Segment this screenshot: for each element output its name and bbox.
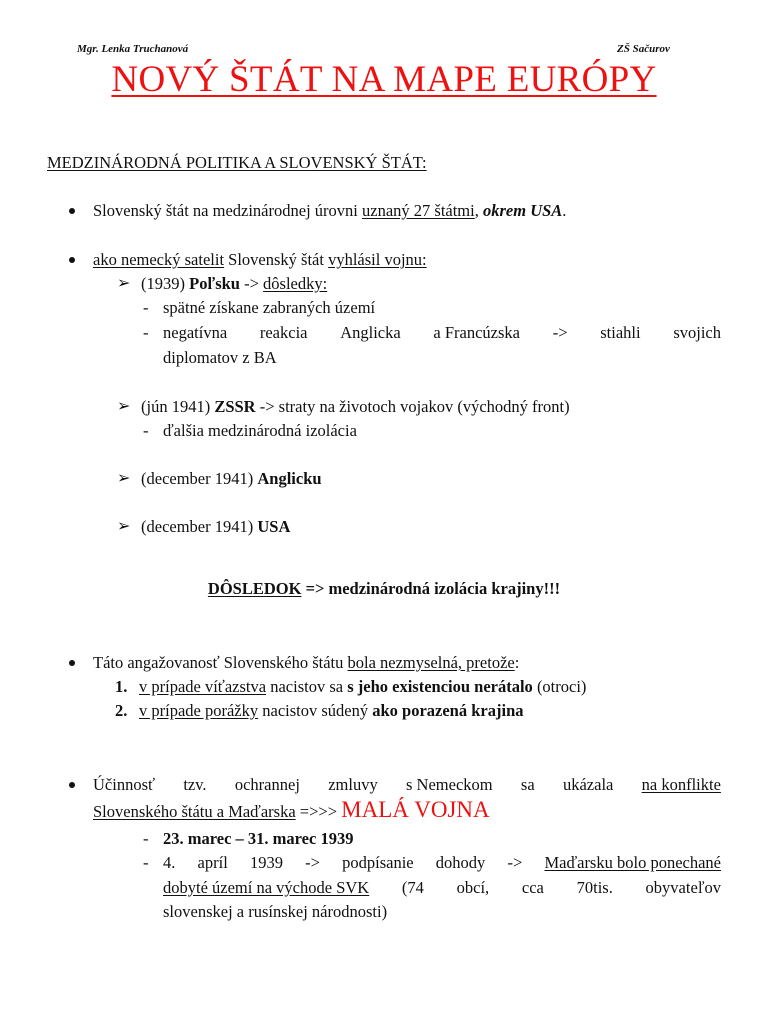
word: 4. (163, 853, 176, 872)
arrow-icon: ➢ (117, 518, 131, 535)
word: stiahli (600, 323, 641, 342)
arrow-icon: ➢ (117, 275, 131, 292)
word: podpísanie (342, 853, 414, 872)
arrow-usa: (december 1941) USA (141, 517, 291, 536)
treaty-line-1: Účinnosť tzv. ochrannej zmluvy s Nemeckom sa ukázala na konflikte (93, 773, 721, 797)
word: reakcia (259, 323, 308, 342)
word: sa (520, 775, 535, 794)
word: ochrannej (234, 775, 300, 794)
page-title: NOVÝ ŠTÁT NA MAPE EURÓPY (111, 59, 657, 100)
word: 70tis. (576, 878, 613, 897)
section-heading: MEDZINÁRODNÁ POLITIKA A SLOVENSKÝ ŠTÁT: (47, 153, 427, 172)
dash-marker: - (143, 421, 149, 440)
dash-marker: - (143, 853, 149, 872)
word: zmluvy (328, 775, 378, 794)
arrow-icon: ➢ (117, 470, 131, 487)
author-name: Mgr. Lenka Truchanová (77, 43, 189, 55)
word: 1939 (249, 853, 283, 872)
word: s Nemeckom (406, 775, 493, 794)
word: Anglicka (340, 323, 401, 342)
war-dates: 23. marec – 31. marec 1939 (163, 829, 354, 848)
dash-marker: - (143, 829, 149, 848)
word: apríl (197, 853, 228, 872)
word: dohody (435, 853, 486, 872)
word: obyvateľov (645, 878, 721, 897)
consequence-line: DÔSLEDOK => medzinárodná izolácia krajiny!!! (207, 579, 561, 598)
agreement-line-2: dobyté území na východe SVK (74 obcí, cca 70tis. obyvateľov (163, 876, 721, 900)
bullet-dot (69, 208, 75, 214)
bullet-dot (69, 782, 75, 788)
list-item-defeat: v prípade porážky nacistov súdený ako porazená krajina (139, 701, 524, 720)
list-number: 1. (115, 677, 128, 696)
word: svojich (673, 323, 721, 342)
poland-consequence-1: spätné získane zabraných území (163, 298, 376, 317)
word: Účinnosť (93, 775, 156, 794)
school-name: ZŠ Sačurov (617, 43, 670, 55)
word: -> (305, 853, 320, 872)
bullet-recognition: Slovenský štát na medzinárodnej úrovni uznaný 27 štátmi, okrem USA. (93, 201, 567, 220)
dash-marker: - (143, 323, 149, 342)
word: cca (521, 878, 544, 897)
word: negatívna (163, 323, 228, 342)
word: a Francúzska (433, 323, 520, 342)
arrow-england: (december 1941) Anglicku (141, 469, 322, 488)
bullet-dot (69, 660, 75, 666)
word: -> (507, 853, 523, 872)
dash-marker: - (143, 298, 149, 317)
bullet-pointless: Táto angažovanosť Slovenského štátu bola nezmyselná, pretože: (93, 653, 520, 672)
bullet-war-declaration: ako nemecký satelit Slovenský štát vyhlásil vojnu: (93, 250, 427, 269)
ussr-consequence: ďalšia medzinárodná izolácia (163, 421, 357, 440)
word: obcí, (456, 878, 490, 897)
poland-consequence-2-cont: diplomatov z BA (163, 348, 277, 367)
list-item-victory: v prípade víťazstva nacistov sa s jeho existenciou nerátalo (otroci) (139, 677, 587, 696)
word: tzv. (183, 775, 207, 794)
arrow-icon: ➢ (117, 398, 131, 415)
bullet-dot (69, 257, 75, 263)
list-number: 2. (115, 701, 128, 720)
agreement-line-3: slovenskej a rusínskej národnosti) (163, 902, 388, 921)
word: ukázala (562, 775, 614, 794)
word: (74 (401, 878, 424, 897)
agreement-line-1: 4. apríl 1939 -> podpísanie dohody -> Maďarsku bolo ponechané (163, 851, 721, 875)
word: -> (552, 323, 568, 342)
arrow-ussr: (jún 1941) ZSSR -> straty na životoch vojakov (východný front) (141, 397, 570, 416)
poland-consequence-2 (163, 321, 721, 345)
arrow-poland: (1939) Poľsku -> dôsledky: (141, 274, 328, 293)
treaty-line-2: Slovenského štátu a Maďarska =>>> MALÁ VOJNA (93, 797, 490, 822)
